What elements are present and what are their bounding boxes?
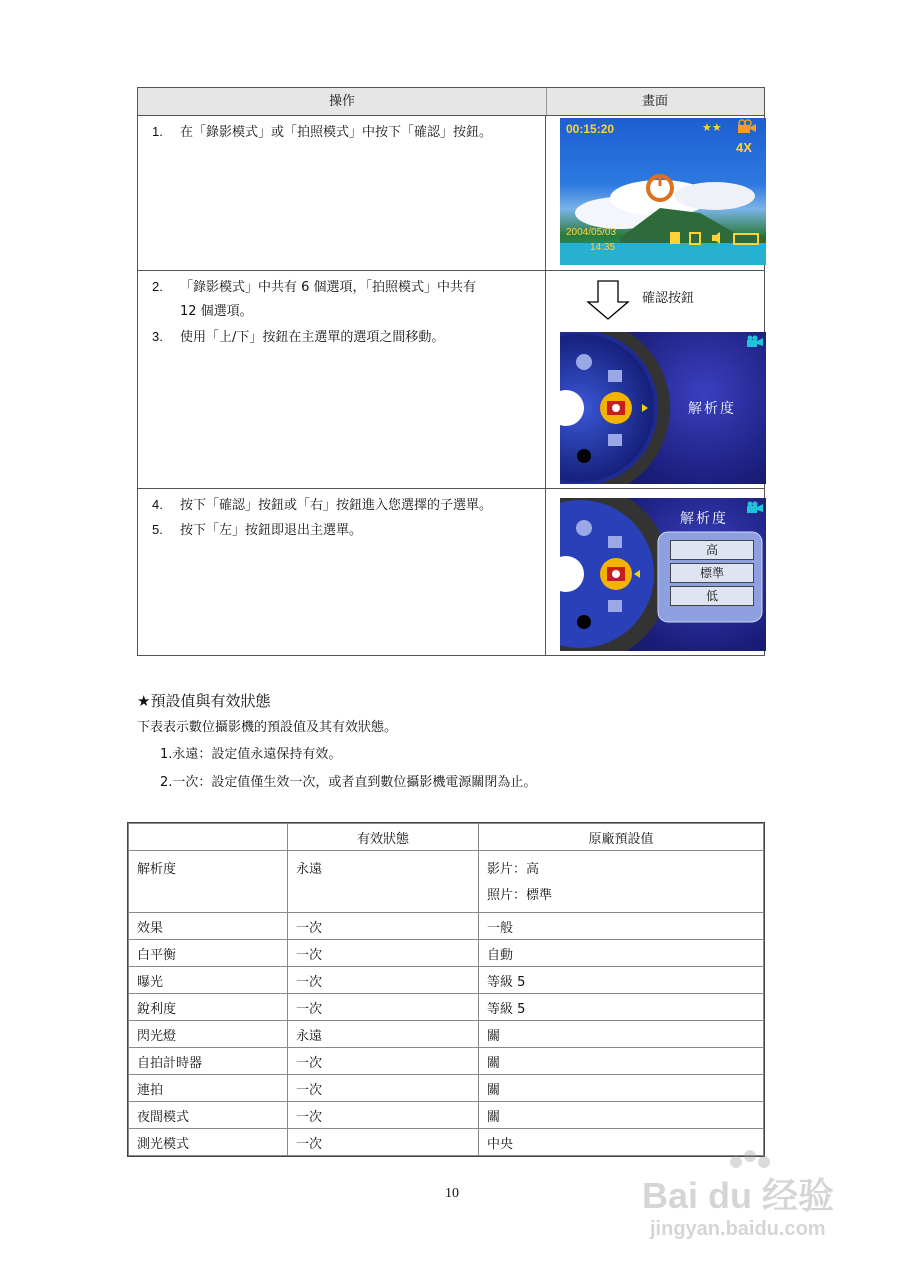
watermark-brand: Bai du 经验 xyxy=(642,1175,835,1216)
table-header-row xyxy=(129,824,764,851)
setting-default: 等級 5 xyxy=(479,994,764,1021)
table-row xyxy=(129,994,764,1021)
option-high[interactable]: 高 xyxy=(670,540,754,560)
table-row xyxy=(129,851,764,913)
setting-name: 測光模式 xyxy=(129,1129,288,1156)
setting-name: 銳利度 xyxy=(129,994,288,1021)
header-operation: 操作 xyxy=(138,88,547,115)
preview-screen-landscape xyxy=(560,118,766,265)
setting-name: 曝光 xyxy=(129,967,288,994)
step-5: 5. 按下「左」按鈕即退出主選單。 xyxy=(152,522,363,538)
setting-default: 關 xyxy=(479,1021,764,1048)
setting-name: 效果 xyxy=(129,913,288,940)
step-2: 2. 「錄影模式」中共有 6 個選項，「拍照模式」中共有 xyxy=(152,279,477,295)
section-intro: 下表表示數位攝影機的預設值及其有效狀態。 xyxy=(137,720,398,735)
preview-screen-main-menu xyxy=(560,332,766,484)
setting-name: 閃光燈 xyxy=(129,1021,288,1048)
status-icons xyxy=(668,230,764,246)
setting-name: 白平衡 xyxy=(129,940,288,967)
setting-state: 一次 xyxy=(288,1075,479,1102)
setting-default: 關 xyxy=(479,1075,764,1102)
setting-default: 關 xyxy=(479,1102,764,1129)
setting-state: 一次 xyxy=(288,1129,479,1156)
video-mode-icon xyxy=(746,500,764,514)
zoom-level: 4X xyxy=(736,140,752,155)
setting-state: 永遠 xyxy=(288,1021,479,1048)
step-2-continued: 12 個選項。 xyxy=(180,304,253,319)
operation-table xyxy=(137,87,765,656)
setting-name: 連拍 xyxy=(129,1075,288,1102)
operation-table-header xyxy=(138,88,764,116)
setting-state: 一次 xyxy=(288,913,479,940)
section-item-once: 2.一次：設定值僅生效一次，或者直到數位攝影機電源關閉為止。 xyxy=(160,775,537,790)
watermark-url: jingyan.baidu.com xyxy=(650,1218,826,1240)
setting-name: 自拍計時器 xyxy=(129,1048,288,1075)
clock-stamp: 14:35 xyxy=(590,242,616,253)
setting-default: 中央 xyxy=(479,1129,764,1156)
confirm-button-label: 確認按鈕 xyxy=(642,291,695,306)
setting-state: 一次 xyxy=(288,994,479,1021)
setting-state: 一次 xyxy=(288,1048,479,1075)
table-row xyxy=(129,1102,764,1129)
setting-state: 永遠 xyxy=(288,851,479,913)
header-item xyxy=(129,824,288,851)
option-standard[interactable]: 標準 xyxy=(670,563,754,583)
setting-name: 夜間模式 xyxy=(129,1102,288,1129)
header-valid-state: 有效狀態 xyxy=(288,824,479,851)
submenu-title: 解析度 xyxy=(680,511,728,527)
down-arrow-icon xyxy=(586,280,630,320)
setting-default: 影片：高 照片：標準 xyxy=(479,851,764,913)
operation-row-1 xyxy=(138,115,764,271)
menu-item-label: 解析度 xyxy=(688,401,736,417)
operation-row-3 xyxy=(138,488,764,655)
section-item-always: 1.永遠：設定值永遠保持有效。 xyxy=(160,747,342,762)
table-row xyxy=(129,1075,764,1102)
preview-screen-submenu xyxy=(560,498,766,651)
setting-default: 等級 5 xyxy=(479,967,764,994)
header-factory-default: 原廠預設值 xyxy=(479,824,764,851)
option-low[interactable]: 低 xyxy=(670,586,754,606)
quality-stars: ★★ xyxy=(702,121,722,134)
table-row xyxy=(129,913,764,940)
table-row xyxy=(129,967,764,994)
step-4: 4. 按下「確認」按鈕或「右」按鈕進入您選擇的子選單。 xyxy=(152,497,493,513)
video-mode-icon xyxy=(746,334,764,348)
date-stamp: 2004/05/03 xyxy=(566,227,617,238)
setting-name: 解析度 xyxy=(129,851,288,913)
operation-row-2 xyxy=(138,270,764,489)
step-3: 3. 使用「上/下」按鈕在主選單的選項之間移動。 xyxy=(152,329,445,345)
table-row xyxy=(129,1021,764,1048)
baidu-watermark xyxy=(640,1148,870,1258)
setting-state: 一次 xyxy=(288,1102,479,1129)
step-1: 1. 在「錄影模式」或「拍照模式」中按下「確認」按鈕。 xyxy=(152,124,493,140)
setting-state: 一次 xyxy=(288,940,479,967)
record-time: 00:15:20 xyxy=(566,122,615,136)
setting-default: 一般 xyxy=(479,913,764,940)
section-title: ★預設值與有效狀態 xyxy=(137,692,271,710)
table-row xyxy=(129,1048,764,1075)
header-display: 畫面 xyxy=(641,94,668,109)
page-number: 10 xyxy=(445,1186,459,1201)
table-row xyxy=(129,940,764,967)
video-camera-icon xyxy=(736,119,758,135)
setting-default: 關 xyxy=(479,1048,764,1075)
defaults-table xyxy=(127,822,765,1157)
setting-state: 一次 xyxy=(288,967,479,994)
setting-default: 自動 xyxy=(479,940,764,967)
